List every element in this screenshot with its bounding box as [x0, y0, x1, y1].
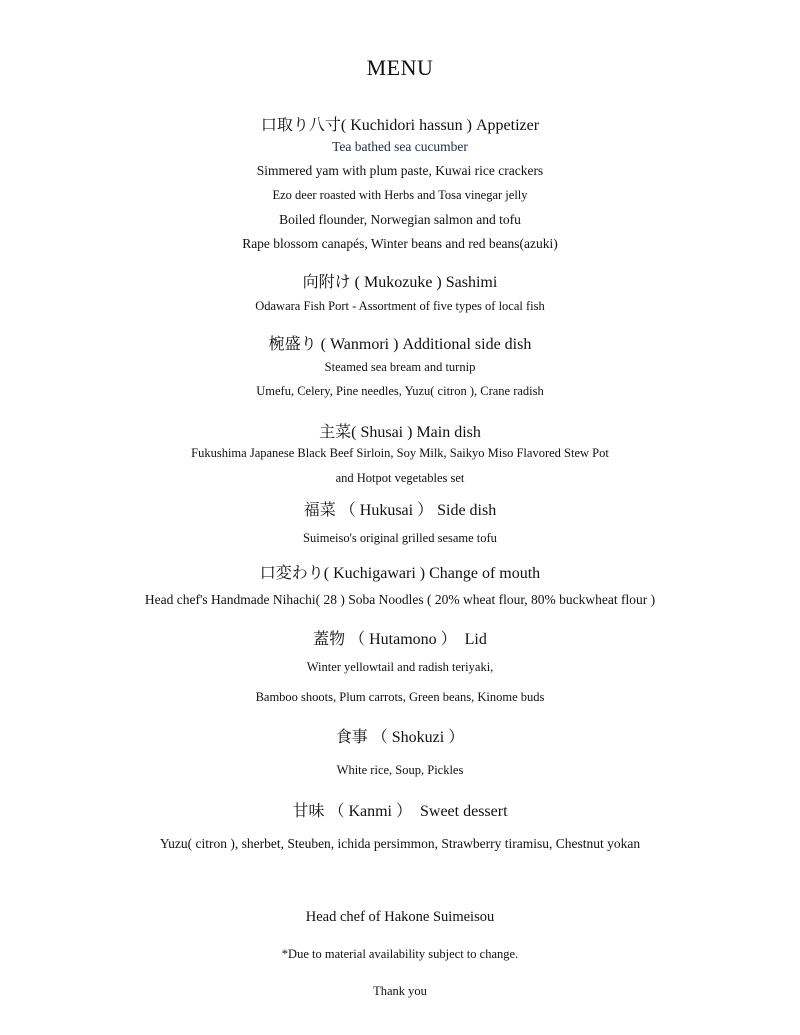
section-heading-lid: 蓋物 （ Hutamono ） Lid	[313, 631, 487, 648]
section-heading-appetizer: 口取り八寸( Kuchidori hassun ) Appetizer	[260, 117, 540, 134]
menu-item: and Hotpot vegetables set	[335, 471, 465, 485]
menu-item: Fukushima Japanese Black Beef Sirloin, Soy Milk, Saikyo Miso Flavored Stew Pot	[191, 446, 609, 460]
menu-item: Rape blossom canapés, Winter beans and red beans(azuki)	[242, 236, 558, 251]
menu-title: MENU	[366, 55, 434, 80]
menu-item: Umefu, Celery, Pine needles, Yuzu( citron ), Crane radish	[256, 384, 544, 398]
section-heading-main-dish: 主菜( Shusai ) Main dish	[319, 424, 481, 441]
section-heading-side-dish: 椀盛り ( Wanmori ) Additional side dish	[268, 336, 532, 353]
section-heading-shokuzi: 食事 （ Shokuzi ）	[335, 729, 465, 746]
head-chef-signature: Head chef of Hakone Suimeisou	[305, 909, 495, 925]
menu-item: Steamed sea bream and turnip	[324, 360, 476, 374]
menu-item: Boiled flounder, Norwegian salmon and tofu	[279, 212, 521, 227]
section-heading-sweet-dessert: 甘味 （ Kanmi ） Sweet dessert	[292, 803, 508, 820]
availability-note: *Due to material availability subject to change.	[281, 947, 519, 961]
section-heading-hukusai: 福菜 （ Hukusai ） Side dish	[303, 502, 497, 519]
menu-item: Odawara Fish Port - Assortment of five types of local fish	[255, 299, 545, 313]
menu-item: Winter yellowtail and radish teriyaki,	[306, 660, 494, 674]
section-heading-change-of-mouth: 口変わり( Kuchigawari ) Change of mouth	[259, 565, 541, 582]
menu-item: Ezo deer roasted with Herbs and Tosa vinegar jelly	[272, 188, 528, 202]
menu-item: Head chef's Handmade Nihachi( 28 ) Soba Noodles ( 20% wheat flour, 80% buckwheat flour )	[144, 592, 656, 607]
menu-item: Suimeiso's original grilled sesame tofu	[303, 531, 497, 545]
menu-item: Bamboo shoots, Plum carrots, Green beans, Kinome buds	[255, 690, 545, 704]
thank-you-text: Thank you	[373, 984, 427, 998]
menu-item: White rice, Soup, Pickles	[336, 763, 464, 777]
menu-item: Yuzu( citron ), sherbet, Steuben, ichida persimmon, Strawberry tiramisu, Chestnut yokan	[159, 836, 641, 851]
menu-item: Tea bathed sea cucumber	[332, 139, 468, 154]
section-heading-sashimi: 向附け ( Mukozuke ) Sashimi	[302, 274, 498, 291]
menu-item: Simmered yam with plum paste, Kuwai rice crackers	[256, 163, 544, 178]
